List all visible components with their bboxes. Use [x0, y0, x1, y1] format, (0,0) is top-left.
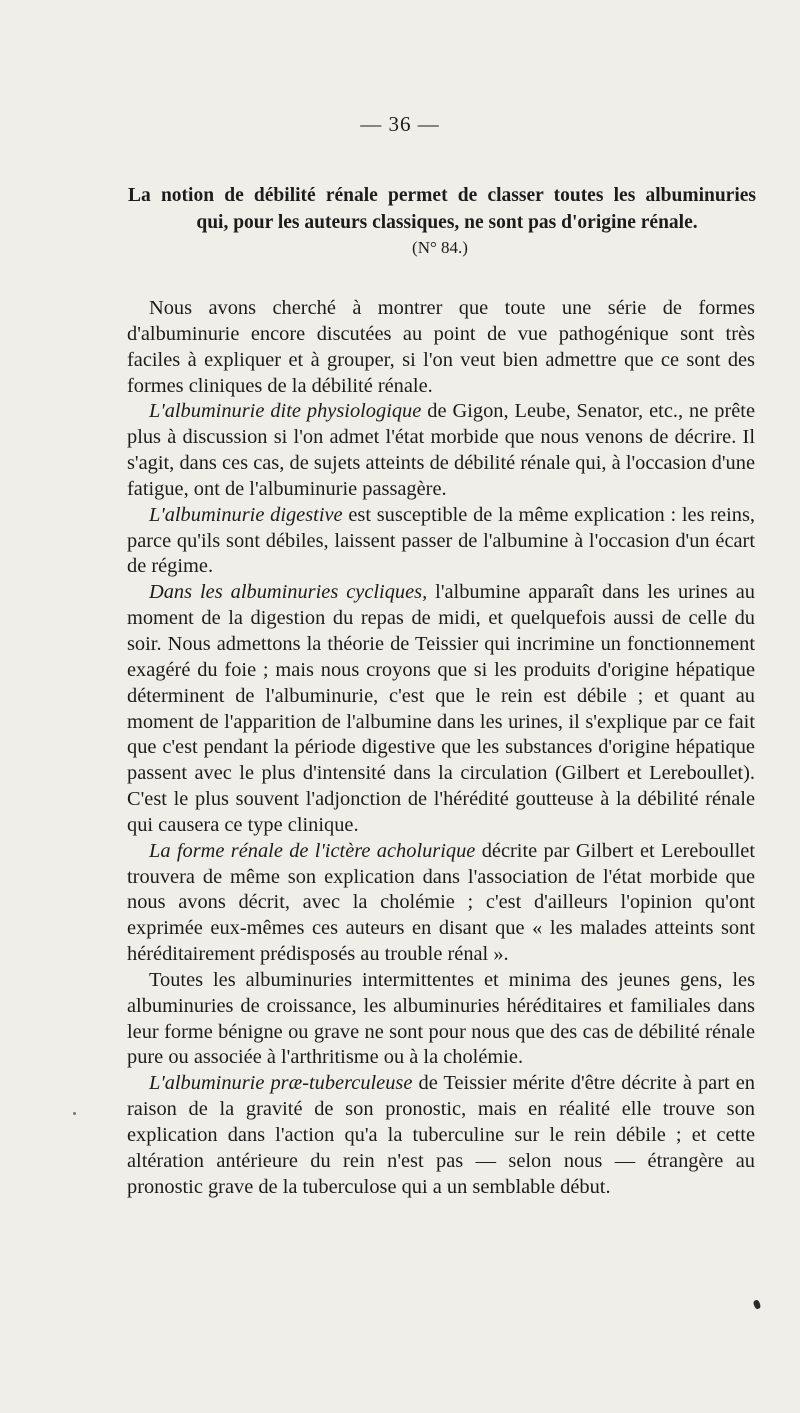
section-heading — [128, 182, 756, 236]
body-text — [127, 296, 755, 1201]
paragraph-lead: La forme rénale de l'ictère acholurique — [149, 839, 476, 862]
heading-line-1: La notion de débilité rénale permet de classer toutes les albuminuries — [128, 185, 756, 206]
paragraph-prae-tuberculeuse — [127, 1071, 755, 1200]
paragraph-text: de Gigon, Leube, Senator, etc., ne prête plus à discussion si l'on admet l'état morbide que nous venons de décrire. Il s'agit, dans ces cas, de sujets atteints de débilité rénale qui, à l'occasion d'une fatigue, ont de l'albuminurie passagère. — [127, 400, 755, 500]
paragraph-lead: L'albuminurie dite physiologique — [149, 400, 422, 423]
ink-speck — [73, 1112, 76, 1115]
paragraph-lead: L'albuminurie præ-tuberculeuse — [149, 1072, 413, 1095]
heading-line-2: qui, pour les auteurs classiques, ne sont pas d'origine rénale. — [196, 212, 698, 233]
page-number: — 36 — — [360, 112, 440, 136]
paragraph-ictere — [127, 839, 755, 968]
paragraph-lead: L'albuminurie digestive — [149, 503, 343, 526]
paragraph-physiologique — [127, 399, 755, 502]
paragraph-text: est susceptible de la même explication : les reins, parce qu'ils sont débiles, laissent passer de l'albumine à l'occasion d'un écart de régime. — [127, 503, 755, 578]
paragraph-lead: Dans les albuminuries cycliques, — [149, 581, 428, 604]
paragraph-text: Nous avons cherché à montrer que toute une série de formes d'albuminurie encore discutées au point de vue pathogénique sont très faciles à expliquer et à grouper, si l'on veut bien admettre que ce sont des formes cliniques de la débilité rénale. — [127, 297, 755, 397]
paragraph-intro — [127, 296, 755, 399]
ink-speck — [753, 1299, 762, 1310]
paragraph-text: Toutes les albuminuries intermittentes et minima des jeunes gens, les albuminuries de croissance, les albuminuries héréditaires et familiales dans leur forme bénigne ou grave ne sont pour nous que des cas de débilité rénale pure ou associée à l'arthritisme ou à la cholémie. — [127, 968, 755, 1069]
paragraph-digestive — [127, 503, 755, 581]
paragraph-cycliques — [127, 580, 755, 838]
paragraph-text: de Teissier mérite d'être décrite à part en raison de la gravité de son pronostic, mais en réalité elle trouve son explication dans l'action qu'a la tuberculine sur le rein débile ; et cette altération antérieure du rein n'est pas — selon nous — étrangère au pronostic grave de la tuberculose qui a un semblable début. — [127, 1072, 755, 1198]
paragraph-intermittentes — [127, 968, 755, 1071]
paragraph-text: décrite par Gilbert et Lereboullet trouvera de même son explication dans l'association de l'état morbide que nous avons décrit, avec la cholémie ; c'est d'ailleurs l'opinion qu'ont exprimée eux-mêmes ces auteurs en disant que « les malades atteints sont héréditairement prédisposés au trouble rénal ». — [127, 839, 755, 966]
reference-number: (N° 84.) — [412, 238, 468, 257]
paragraph-text: l'albumine apparaît dans les urines au moment de la digestion du repas de midi, et quelquefois aussi de celle du soir. Nous admettons la théorie de Teissier qui incrimine un fonctionnement exagéré du foie ; mais nous croyons que si les produits d'origine hépatique déterminent de l'albuminurie, c'est que le rein est débile ; et quant au moment de l'apparition de l'albumine dans les urines, il s'explique par ce fait que c'est pendant la période digestive que les substances d'origine hépatique passent avec le plus d'intensité dans la circulation (Gilbert et Lereboullet). C'est le plus souvent l'adjonction de l'hérédité goutteuse à la débilité rénale qui causera ce type clinique. — [127, 581, 755, 836]
